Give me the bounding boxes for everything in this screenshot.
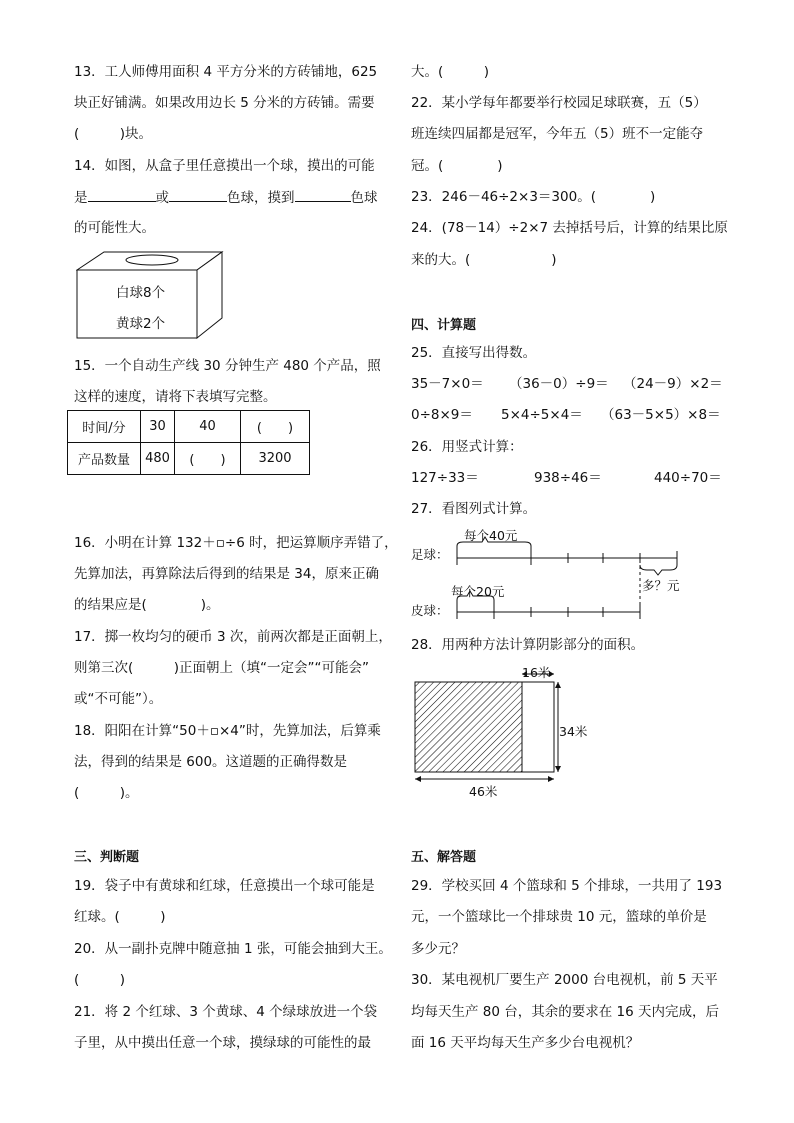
width-16-label: 16米 (522, 665, 551, 680)
q30-line-1: 30．某电视机厂要生产 2000 台电视机，前 5 天平 (411, 972, 718, 988)
shaded-rectangle (415, 682, 522, 772)
q16-line-1: 16．小明在计算 132＋▫÷6 时，把运算顺序弄错了， (74, 535, 398, 551)
q26-title: 26．用竖式计算： (411, 439, 523, 455)
box-white-balls: 白球8个 (116, 285, 166, 301)
q17-line-3: 或“不可能”）。 (74, 691, 163, 707)
q27-title: 27．看图列式计算。 (411, 501, 537, 517)
table-cell-blank[interactable]: ( ) (175, 443, 241, 475)
q25-item: 0÷8×9＝ (411, 407, 473, 423)
q15-line-2: 这样的速度，请将下表填写完整。 (74, 389, 277, 405)
q22-line-1: 22．某小学每年都要举行校园足球联赛，五（5） (411, 95, 707, 111)
q21-line-1: 21．将 2 个红球、3 个黄球、4 个绿球放进一个袋 (74, 1004, 378, 1020)
q20-line-1: 20．从一副扑克牌中随意抽 1 张，可能会抽到大王。 (74, 941, 392, 957)
football-label: 足球： (411, 547, 449, 562)
q24-line-2: 来的大。( ) (411, 252, 557, 268)
difference-brace (640, 565, 677, 575)
q30-line-3: 面 16 天平均每天生产多少台电视机？ (411, 1035, 640, 1051)
table-cell: 时间/分 (68, 411, 141, 443)
table-cell: 30 (141, 411, 175, 443)
q26-item: 127÷33＝ (411, 470, 479, 486)
rubber-price: 每个20元 (451, 584, 505, 599)
q22-line-2: 班连续四届都是冠军，今年五（5）班不一定能夺 (411, 126, 704, 142)
arrow (555, 766, 561, 772)
q13-line-3: ( )块。 (74, 126, 153, 142)
q26-item: 938÷46＝ (534, 470, 602, 486)
production-table (67, 410, 310, 475)
q16-line-3: 的结果应是( )。 (74, 597, 220, 613)
q26-item: 440÷70＝ (654, 470, 722, 486)
football-price: 每个40元 (464, 528, 518, 543)
q24-line-1: 24．(78－14）÷2×7 去掉括号后，计算的结果比原 (411, 220, 728, 236)
arrow (415, 776, 421, 782)
q29-line-3: 多少元？ (411, 941, 465, 957)
unshaded-strip (522, 682, 554, 772)
section-4-heading: 四、计算题 (411, 318, 477, 333)
box-yellow-balls: 黄球2个 (116, 316, 166, 332)
q25-item: （36－0）÷9＝ (509, 376, 609, 392)
q23-line: 23．246－46÷2×3＝300。( ) (411, 189, 656, 205)
width-46-label: 46米 (469, 784, 498, 799)
arrow (555, 682, 561, 688)
q25-item: （24－9）×2＝ (623, 376, 723, 392)
q25-item: 35－7×0＝ (411, 376, 484, 392)
section-3-heading: 三、判断题 (74, 850, 140, 865)
table-cell: 3200 (241, 443, 310, 475)
q21-line-2: 子里，从中摸出任意一个球，摸绿球的可能性的最 (74, 1035, 371, 1051)
q29-line-1: 29．学校买回 4 个篮球和 5 个排球，一共用了 193 (411, 878, 723, 894)
q13-line-2: 块正好铺满。如果改用边长 5 分米的方砖铺。需要 (74, 95, 375, 111)
table-row (68, 411, 310, 443)
q30-line-2: 均每天生产 80 台，其余的要求在 16 天内完成，后 (411, 1004, 720, 1020)
q17-line-1: 17．掷一枚均匀的硬币 3 次，前两次都是正面朝上， (74, 629, 392, 645)
q25-title: 25．直接写出得数。 (411, 345, 537, 361)
q14-blank-1[interactable] (88, 187, 156, 202)
q22-line-3: 冠。( ) (411, 158, 503, 174)
q19-line-2: 红球。( ) (74, 909, 166, 925)
q13-line-1: 13．工人师傅用面积 4 平方分米的方砖铺地，625 (74, 64, 378, 80)
table-row (68, 443, 310, 475)
q16-line-2: 先算加法，再算除法后得到的结果是 34，原来正确 (74, 566, 379, 582)
q14-blank-2[interactable] (169, 187, 227, 202)
rubber-label: 皮球： (411, 603, 449, 618)
q18-line-2: 法，得到的结果是 600。这道题的正确得数是 (74, 754, 348, 770)
q17-line-2: 则第三次( )正面朝上（填“一定会”“可能会” (74, 660, 370, 676)
section-5-heading: 五、解答题 (411, 850, 477, 865)
table-cell: 产品数量 (68, 443, 141, 475)
q29-line-2: 元，一个篮球比一个排球贵 10 元，篮球的单价是 (411, 909, 707, 925)
q14-line-2 (74, 187, 378, 208)
q25-item: 5×4÷5×4＝ (501, 407, 583, 423)
more-label: 多？元 (642, 578, 680, 593)
q28-title: 28．用两种方法计算阴影部分的面积。 (411, 637, 645, 653)
q14-line-3: 的可能性大。 (74, 220, 155, 236)
q20-line-2: ( ) (74, 972, 126, 988)
q14-line-1: 14．如图，从盒子里任意摸出一个球，摸出的可能 (74, 158, 375, 174)
q18-line-1: 18．阳阳在计算“50＋▫×4”时，先算加法，后算乘 (74, 723, 381, 739)
height-34-label: 34米 (559, 724, 588, 739)
q21-line-3: 大。( ) (411, 64, 490, 80)
q14-text-shi: 是 (74, 190, 88, 206)
table-cell-blank[interactable]: ( ) (241, 411, 310, 443)
q14-text-sqiu: 色球，摸到 (227, 190, 295, 206)
q18-line-3: ( )。 (74, 785, 139, 801)
q15-line-1: 15．一个自动生产线 30 分钟生产 480 个产品，照 (74, 358, 381, 374)
arrow (548, 776, 554, 782)
table-cell: 480 (141, 443, 175, 475)
q25-item: （63－5×5）×8＝ (601, 407, 721, 423)
box-hole (126, 255, 178, 265)
q19-line-1: 19．袋子中有黄球和红球，任意摸出一个球可能是 (74, 878, 375, 894)
table-cell: 40 (175, 411, 241, 443)
q14-text-sqiu2: 色球 (350, 190, 378, 206)
q14-blank-3[interactable] (295, 187, 351, 202)
q14-text-huo: 或 (155, 190, 169, 206)
